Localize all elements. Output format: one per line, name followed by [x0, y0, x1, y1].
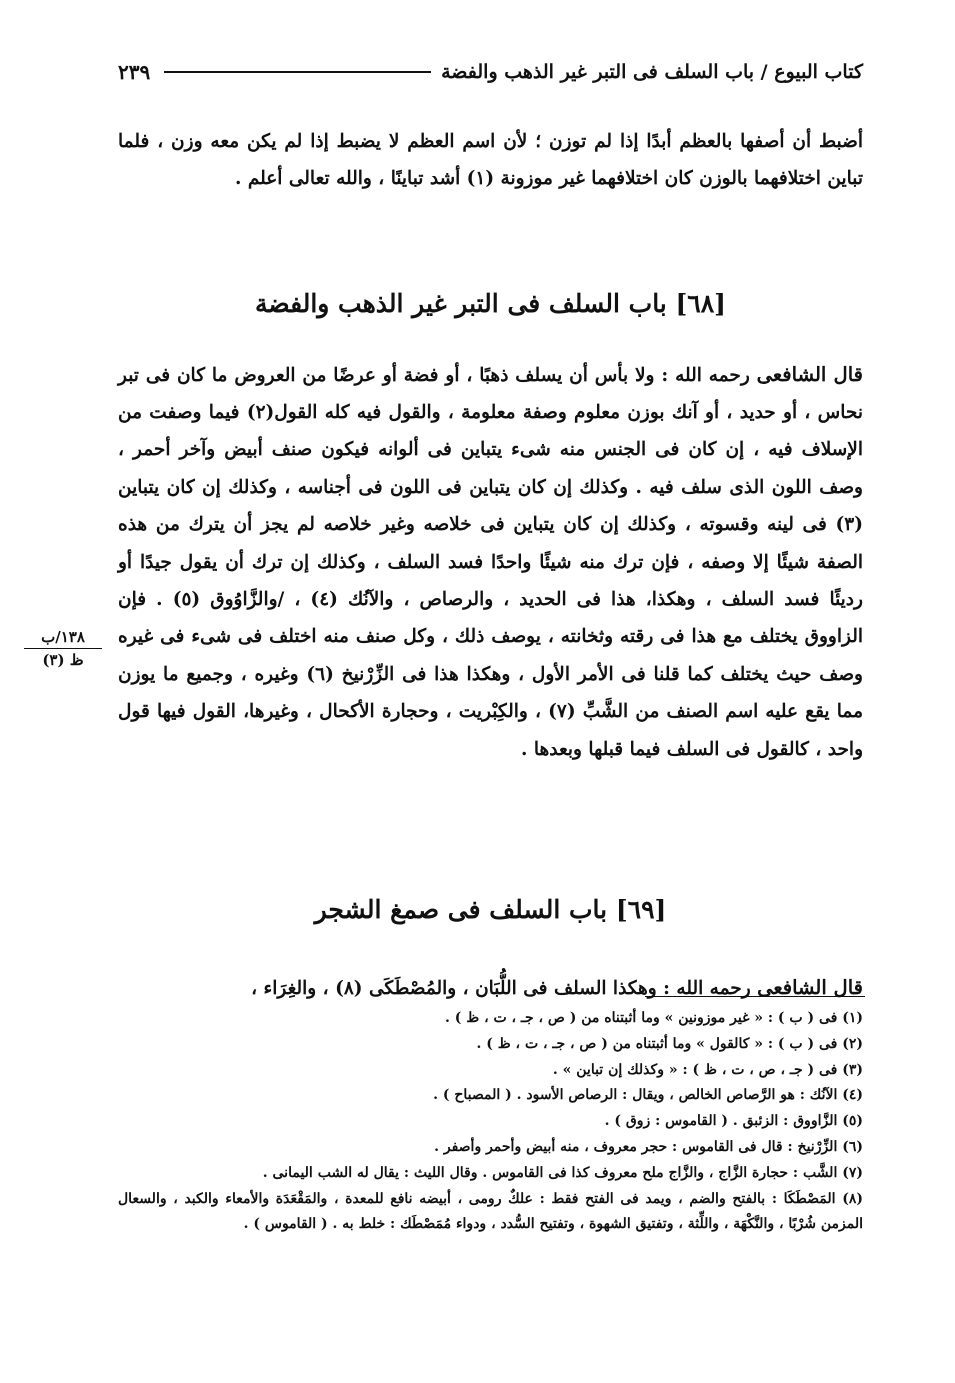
running-title: كتاب البيوع / باب السلف فى التبر غير الذهب والفضة: [441, 61, 863, 83]
section-69-text: رحمه الله : وهكذا السلف فى اللُّبَان ، والمُصْطَكَى (٨) ، والغِرَاء ،: [251, 977, 758, 999]
speaker-label: قال الشافعى: [757, 975, 863, 999]
section-69-body: [118, 969, 863, 1007]
margin-note-ms: ظ (٣): [42, 651, 84, 669]
header-rule: [164, 71, 431, 73]
footnote: (٣) فى ( جـ ، ص ، ت ، ظ ) : « وكذلك إن تباين » .: [552, 1061, 863, 1078]
footnote: (٦) الزِّرْنيخ : قال فى القاموس : حجر معروف ، منه أبيض وأحمر وأصفر .: [434, 1138, 863, 1155]
manuscript-margin-note: [24, 628, 102, 669]
footnote: (٤) الآنُك : هو الرَّصاص الخالص ، ويقال : الرصاص الأسود . ( المصباح ) .: [433, 1087, 863, 1104]
footnote: (٥) الزَّاووق : الزئبق . ( القاموس : زوق ) .: [604, 1113, 863, 1130]
page-number: ٢٣٩: [118, 60, 151, 84]
footnote: (٢) فى ( ب ) : « كالقول » وما أثبتناه من ( ص ، جـ ، ت ، ظ ) .: [476, 1035, 863, 1052]
section-69-heading: [٦٩] باب السلف فى صمغ الشجر: [314, 895, 667, 924]
section-68-heading: [٦٨] باب السلف فى التبر غير الذهب والفضة: [254, 289, 726, 318]
footnote: (١) فى ( ب ) : « غير موزونين » وما أثبتناه من ( ص ، جـ ، ت ، ظ ) .: [445, 1010, 863, 1026]
footnote: (٨) المَصْطَكَا : بالفتح والضم ، ويمد فى الفتح فقط : علكٌ رومى ، أبيضه نافع للمعدة ، والمَقْعَدَة والأمعاء والكبد ، والسعال المزمن شُرْبًا ، والنَّكْهَة ، واللِّثة ، وتفتيق الشهوة ، وتفتيح السُّدد ، ودواء مُمَصْطَك : خلط به . ( القاموس ) .: [118, 1190, 863, 1233]
running-header: [118, 55, 863, 89]
footnote-separator: [645, 996, 865, 997]
footnote: (٧) الشَّب : حجارة الزَّاج ، والزَّاج ملح معروف كذا فى القاموس . وقال الليث : يقال له الشب اليمانى .: [262, 1164, 863, 1181]
section-68-body: [118, 356, 863, 768]
intro-paragraph: أضبط أن أصفها بالعظم أبدًا إذا لم توزن ؛ لأن اسم العظم لا يضبط إذا لم يكن معه وزن ، فلما تباين اختلافهما بالوزن كان اختلافهما غير موزونة (١) أشد تباينًا ، والله تعالى أعلم .: [118, 130, 863, 189]
margin-note-folio: ١٣٨/ب: [24, 628, 102, 649]
footnotes: [118, 1006, 863, 1238]
speaker-label: قال الشافعى: [756, 362, 863, 386]
section-68-text: رحمه الله : ولا بأس أن يسلف ذهبًا ، أو فضة أو عرضًا من العروض ما كان فى تبر نحاس ، أو حديد ، أو آنك بوزن معلوم وصفة معلومة ، والقول فيه كله القول(٢) فيما وصفت من الإسلاف فيه ، إن كان فى الجنس منه شىء يتباين فى ألوانه فيكون صنف أبيض وآخر أحمر ، وصف اللون الذى سلف فيه . وكذلك إن كان يتباين فى اللون فى أجناسه ، وكذلك إن كان يتباين (٣) فى لينه وقسوته ، وكذلك إن كان يتباين فى خلاصه وغير خلاصه لم يجز أن يترك من هذه الصفة شيئًا إلا وصفه ، فإن ترك منه شيئًا واحدًا فسد السلف ، وكذلك إن ترك أن يقول جيدًا أو رديئًا فسد السلف ، وهكذا، هذا فى الحديد ، والرصاص ، والآنُك (٤) ، /والزَّاوُوق (٥) . فإن الزاووق يختلف مع هذا فى رقته وثخانته ، يوصف ذلك ، وكل صنف منه اختلف فى شىء فى غيره وصف حيث يختلف كما قلنا فى الأمر الأول ، وهكذا هذا فى الزِّرْنيخ (٦) وغيره ، وجميع ما يوزن مما يقع عليه اسم الصنف من الشَّبِّ (٧) ، والكِبْريت ، وحجارة الأكحال ، وغيرها، القول فيها قول واحد ، كالقول فى السلف فيما قبلها وبعدها .: [118, 364, 863, 760]
